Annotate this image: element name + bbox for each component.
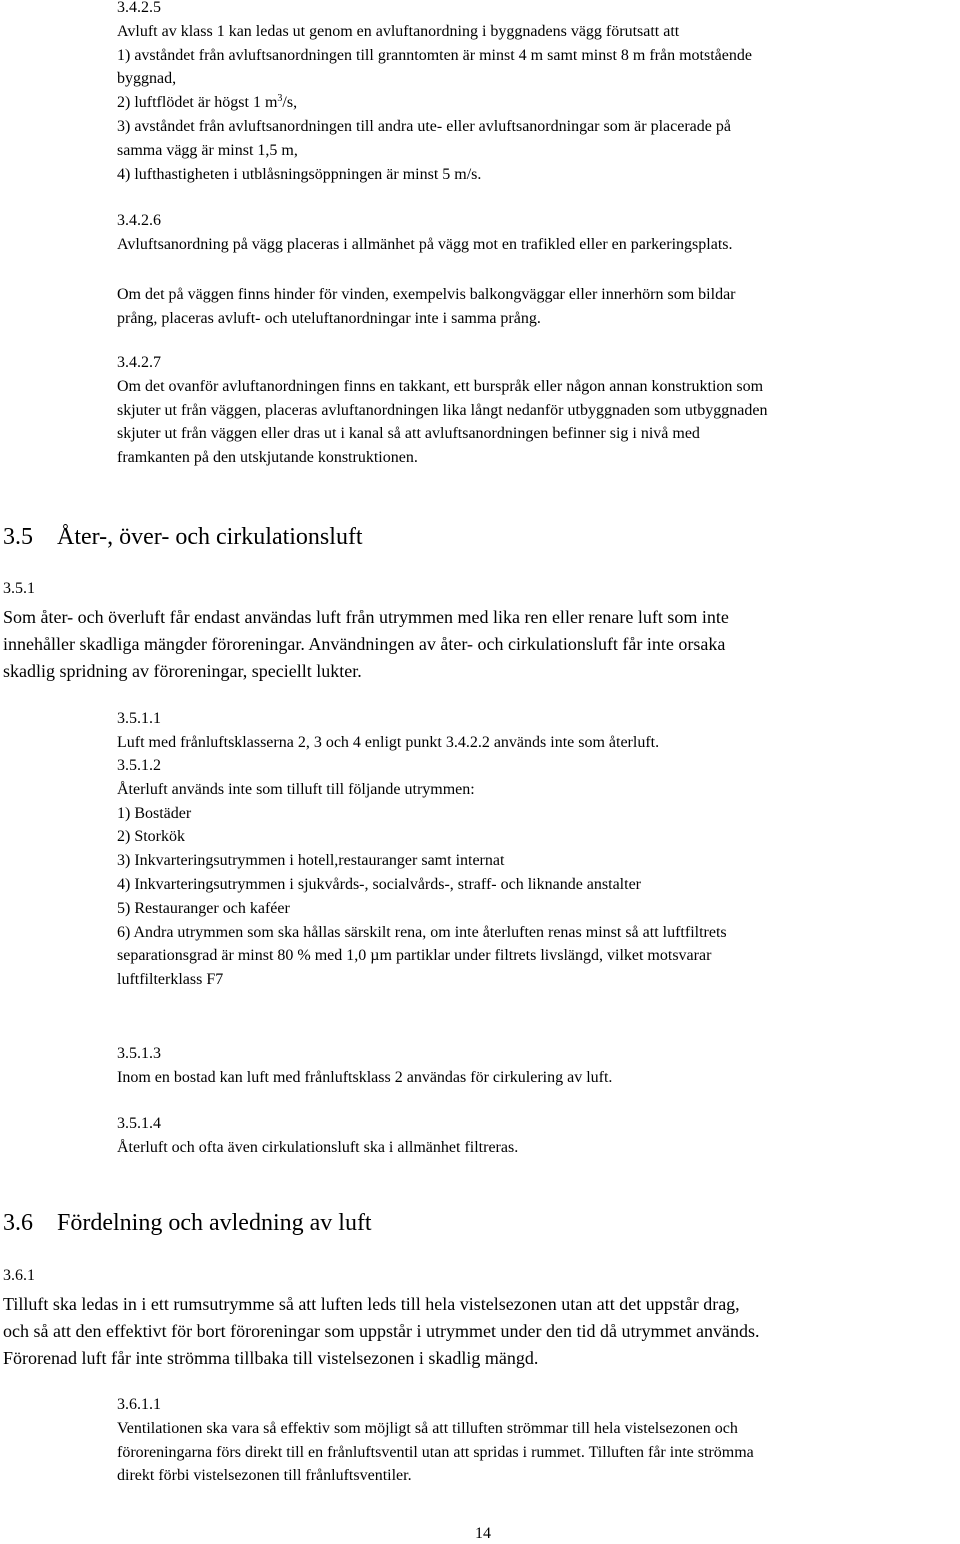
section-number: 3.4.2.5 — [117, 0, 161, 16]
paragraph-line: Som åter- och överluft får endast användas luft från utrymmen med lika ren eller renare luft som inte — [3, 607, 729, 627]
paragraph-line: Förorenad luft får inte strömma tillbaka till vistelsezonen i skadlig mängd. — [3, 1348, 539, 1368]
section-3-5-1-2 — [117, 754, 727, 992]
paragraph-line: Avluftsanordning på vägg placeras i allmänhet på vägg mot en trafikled eller en parkeringsplats. — [117, 235, 733, 253]
line-text: /s, — [282, 94, 298, 112]
list-item: luftfilterklass F7 — [117, 971, 224, 989]
section-3-5-1-number — [3, 577, 35, 601]
paragraph-line: 3) avståndet från avluftsanordningen till andra ute- eller avluftsanordningar som är placerade på — [117, 117, 731, 135]
section-3-5-1-4 — [117, 1112, 518, 1160]
superscript: 3 — [277, 93, 283, 105]
section-number: 3.4.2.6 — [117, 212, 161, 229]
heading-title: Fördelning och avledning av luft — [57, 1210, 372, 1236]
section-number: 3.5.1.2 — [117, 757, 161, 774]
section-3-4-2-5 — [117, 0, 752, 186]
list-item: separationsgrad är minst 80 % med 1,0 µm partiklar under filtrets livslängd, vilket motsvarar — [117, 947, 712, 965]
heading-number: 3.6 — [3, 1210, 33, 1236]
section-3-6-1-number — [3, 1264, 35, 1288]
paragraph-line: skadlig spridning av föroreningar, speciellt lukter. — [3, 661, 362, 681]
paragraph-line: Om det på väggen finns hinder för vinden, exempelvis balkongväggar eller innerhörn som bildar — [117, 286, 736, 303]
heading-title: Åter-, över- och cirkulationsluft — [57, 524, 363, 550]
paragraph-line: Om det ovanför avluftanordningen finns en takkant, ett burspråk eller någon annan konstruktion som — [117, 377, 764, 395]
section-number: 3.4.2.7 — [117, 354, 161, 371]
paragraph-line: och så att den effektivt för bort föroreningar som uppstår i utrymmet under den tid då utrymmet används. — [3, 1321, 760, 1341]
paragraph-line: Avluft av klass 1 kan ledas ut genom en avluftanordning i byggnadens vägg förutsatt att — [117, 22, 680, 40]
line-text: 2) luftflödet är högst 1 m — [117, 94, 278, 112]
paragraph-line: Inom en bostad kan luft med frånluftsklass 2 användas för cirkulering av luft. — [117, 1068, 613, 1086]
paragraph-line: föroreningarna förs direkt till en frånluftsventil utan att spridas i rummet. Tilluften får inte strömma — [117, 1443, 754, 1461]
heading-3-6 — [3, 1208, 372, 1238]
paragraph-line: 1) avståndet från avluftsanordningen till granntomten är minst 4 m samt minst 8 m från motstående — [117, 46, 752, 64]
page-number: 14 — [475, 1525, 491, 1542]
section-3-5-1 — [3, 604, 729, 685]
section-3-6-1 — [3, 1291, 759, 1372]
paragraph-line: 4) lufthastigheten i utblåsningsöppningen är minst 5 m/s. — [117, 165, 482, 183]
paragraph-line: samma vägg är minst 1,5 m, — [117, 141, 298, 159]
section-number: 3.5.1 — [3, 580, 35, 597]
paragraph-line: Återluft och ofta även cirkulationsluft ska i allmänhet filtreras. — [117, 1138, 519, 1156]
paragraph-line: Återluft används inte som tilluft till följande utrymmen: — [117, 780, 475, 798]
heading-number: 3.5 — [3, 524, 33, 550]
paragraph-line: Luft med frånluftsklasserna 2, 3 och 4 enligt punkt 3.4.2.2 används inte som återluft. — [117, 733, 660, 751]
paragraph-line: Ventilationen ska vara så effektiv som möjligt så att tilluften strömmar till hela vistelsezonen och — [117, 1419, 738, 1437]
list-item: 3) Inkvarteringsutrymmen i hotell,restauranger samt internat — [117, 852, 505, 870]
section-number: 3.5.1.3 — [117, 1045, 161, 1062]
paragraph-line: byggnad, — [117, 70, 177, 88]
section-3-5-1-3 — [117, 1042, 612, 1090]
list-item: 6) Andra utrymmen som ska hållas särskilt rena, om inte återluften renas minst så att luftfiltrets — [117, 923, 727, 941]
section-number: 3.5.1.4 — [117, 1115, 161, 1132]
section-3-6-1-1 — [117, 1393, 754, 1488]
paragraph-line: skjuter ut från väggen eller dras ut i kanal så att avluftsanordningen befinner sig i nivå med — [117, 425, 700, 443]
paragraph-line: direkt förbi vistelsezonen till frånluftsventiler. — [117, 1467, 412, 1485]
section-number: 3.6.1 — [3, 1267, 35, 1284]
list-item: 2) Storkök — [117, 828, 185, 846]
list-item: 1) Bostäder — [117, 804, 192, 822]
section-3-4-2-6 — [117, 209, 733, 257]
paragraph-line: prång, placeras avluft- och uteluftanordningar inte i samma prång. — [117, 309, 541, 327]
section-number: 3.5.1.1 — [117, 710, 161, 727]
paragraph-line: innehåller skadliga mängder föroreningar. Användningen av åter- och cirkulationsluft får inte orsaka — [3, 634, 726, 654]
paragraph-line: Tilluft ska ledas in i ett rumsutrymme så att luften leds till hela vistelsezonen utan att det uppstår drag, — [3, 1294, 740, 1314]
list-item: 4) Inkvarteringsutrymmen i sjukvårds-, socialvårds-, straff- och liknande anstalter — [117, 875, 641, 893]
section-3-5-1-1 — [117, 707, 659, 755]
paragraph-line: skjuter ut från väggen, placeras avluftanordningen lika långt nedanför utbyggnaden som utbyggnaden — [117, 401, 768, 419]
heading-3-5 — [3, 522, 363, 552]
list-item: 5) Restauranger och kaféer — [117, 899, 290, 917]
section-number: 3.6.1.1 — [117, 1396, 161, 1413]
section-3-4-2-6-paragraph — [117, 283, 736, 331]
section-3-4-2-7 — [117, 351, 767, 470]
paragraph-line — [117, 91, 752, 115]
paragraph-line: framkanten på den utskjutande konstruktionen. — [117, 449, 418, 467]
